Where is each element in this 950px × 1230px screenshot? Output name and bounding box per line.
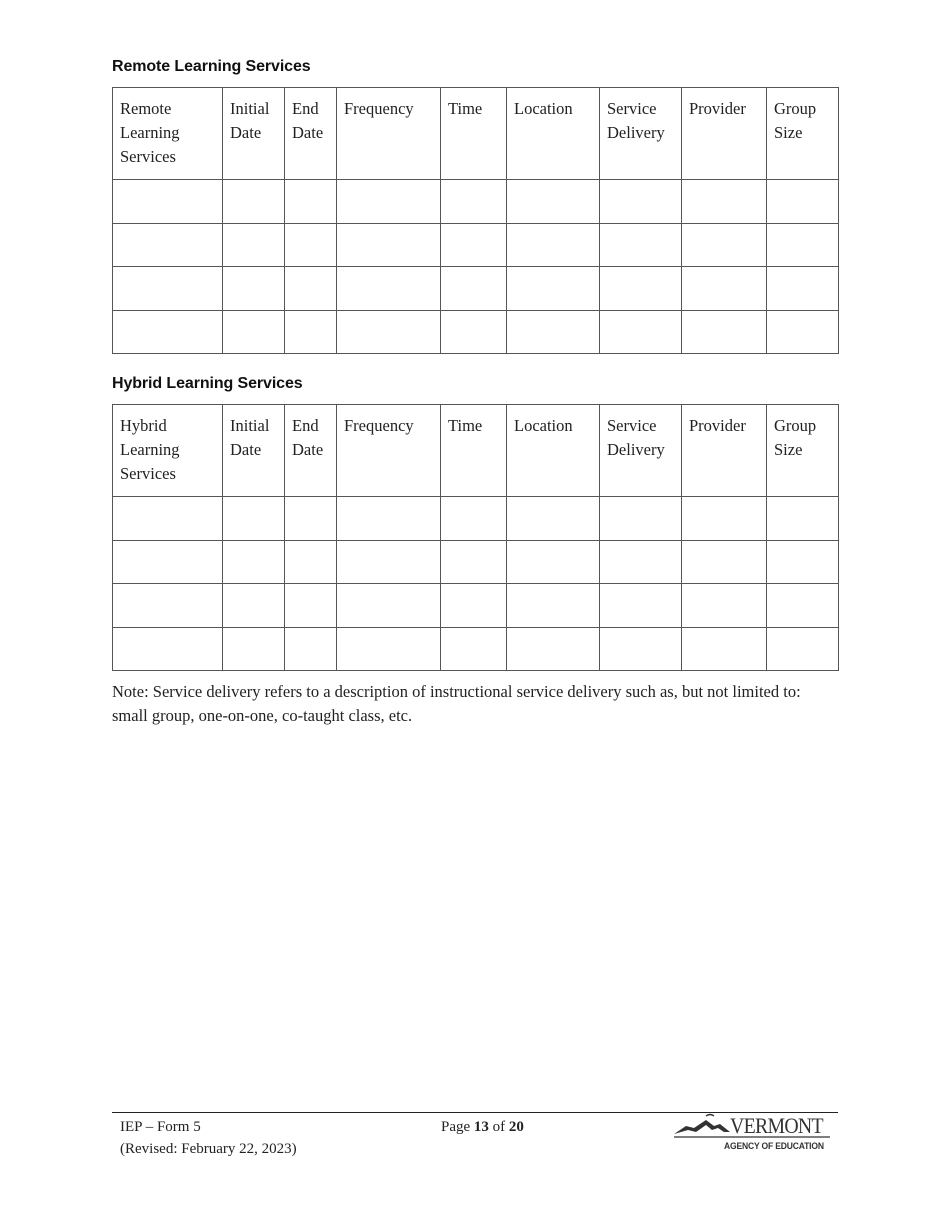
column-header: Provider [682,88,767,180]
table-cell[interactable] [682,180,767,224]
table-cell[interactable] [441,310,507,354]
table-cell[interactable] [337,497,441,541]
table-cell[interactable] [113,180,223,224]
column-header: Hybrid Learning Services [113,405,223,497]
column-header: Group Size [767,405,839,497]
table-cell[interactable] [337,267,441,311]
table-cell[interactable] [223,223,285,267]
page-number [441,1116,524,1138]
table-cell[interactable] [682,267,767,311]
logo-wordmark: VERMONT [730,1113,823,1138]
column-header: Provider [682,405,767,497]
table-cell[interactable] [285,180,337,224]
table-cell[interactable] [441,223,507,267]
column-header: Location [507,405,600,497]
table-cell[interactable] [600,584,682,628]
table-cell[interactable] [507,497,600,541]
table-row [113,310,839,354]
table-cell[interactable] [441,497,507,541]
table-cell[interactable] [285,310,337,354]
table-cell[interactable] [441,267,507,311]
service-delivery-note: Note: Service delivery refers to a description of instructional service delivery such as, but not limited to: small group, one-on-one, co-taught class, etc. [112,682,801,725]
remote-section-heading: Remote Learning Services [112,58,311,75]
table-cell[interactable] [600,267,682,311]
table-cell[interactable] [223,540,285,584]
table-cell[interactable] [285,497,337,541]
column-header: Frequency [337,88,441,180]
table-cell[interactable] [113,584,223,628]
table-cell[interactable] [337,310,441,354]
footer-form-info [120,1116,297,1160]
table-cell[interactable] [337,627,441,671]
table-cell[interactable] [767,627,839,671]
column-header: Time [441,88,507,180]
table-cell[interactable] [767,267,839,311]
page-total: 20 [508,1119,524,1135]
column-header: Frequency [337,405,441,497]
table-cell[interactable] [441,180,507,224]
table-cell[interactable] [441,540,507,584]
table-cell[interactable] [682,627,767,671]
table-row [113,540,839,584]
column-header: Initial Date [223,88,285,180]
table-cell[interactable] [682,584,767,628]
table-cell[interactable] [507,180,600,224]
form-name: IEP – Form 5 [120,1119,201,1135]
table-cell[interactable] [767,497,839,541]
table-cell[interactable] [223,310,285,354]
table-row [113,223,839,267]
table-row [113,267,839,311]
table-cell[interactable] [285,584,337,628]
table-cell[interactable] [285,627,337,671]
table-cell[interactable] [285,540,337,584]
column-header: Group Size [767,88,839,180]
table-cell[interactable] [767,584,839,628]
table-cell[interactable] [600,627,682,671]
table-cell[interactable] [600,223,682,267]
logo-subtitle: AGENCY OF EDUCATION [724,1141,824,1152]
column-header: Time [441,405,507,497]
table-row [113,584,839,628]
column-header: Location [507,88,600,180]
table-cell[interactable] [223,180,285,224]
table-cell[interactable] [223,267,285,311]
table-cell[interactable] [507,584,600,628]
table-cell[interactable] [285,223,337,267]
remote-services-table [112,87,839,354]
table-cell[interactable] [285,267,337,311]
hybrid-services-table [112,404,839,671]
table-cell[interactable] [441,627,507,671]
table-cell[interactable] [507,267,600,311]
vermont-aoe-logo [672,1112,838,1156]
table-cell[interactable] [507,310,600,354]
table-row [113,497,839,541]
table-cell[interactable] [682,497,767,541]
revised-date: (Revised: February 22, 2023) [120,1141,297,1157]
table-cell[interactable] [113,627,223,671]
column-header: Initial Date [223,405,285,497]
table-cell[interactable] [223,497,285,541]
table-row [113,627,839,671]
table-cell[interactable] [223,627,285,671]
table-cell[interactable] [600,497,682,541]
hybrid-section-heading: Hybrid Learning Services [112,375,303,392]
table-row [113,180,839,224]
page-current: 13 [473,1119,489,1135]
table-cell[interactable] [682,310,767,354]
table-cell[interactable] [337,223,441,267]
table-header-row [113,88,839,180]
column-header: Remote Learning Services [113,88,223,180]
table-cell[interactable] [600,540,682,584]
table-cell[interactable] [113,267,223,311]
table-cell[interactable] [600,180,682,224]
table-cell[interactable] [507,540,600,584]
table-header-row [113,405,839,497]
table-cell[interactable] [337,540,441,584]
page-of: of [492,1119,506,1135]
column-header: End Date [285,405,337,497]
column-header: Service Delivery [600,88,682,180]
table-cell[interactable] [767,223,839,267]
table-cell[interactable] [337,584,441,628]
table-cell[interactable] [223,584,285,628]
table-cell[interactable] [600,310,682,354]
table-cell[interactable] [682,223,767,267]
table-cell[interactable] [507,223,600,267]
table-cell[interactable] [767,180,839,224]
table-cell[interactable] [113,223,223,267]
table-cell[interactable] [337,180,441,224]
table-cell[interactable] [507,627,600,671]
table-cell[interactable] [441,584,507,628]
page-prefix: Page [441,1119,471,1135]
column-header: End Date [285,88,337,180]
column-header: Service Delivery [600,405,682,497]
table-cell[interactable] [113,310,223,354]
table-cell[interactable] [113,540,223,584]
table-cell[interactable] [767,540,839,584]
table-cell[interactable] [682,540,767,584]
table-cell[interactable] [767,310,839,354]
table-cell[interactable] [113,497,223,541]
